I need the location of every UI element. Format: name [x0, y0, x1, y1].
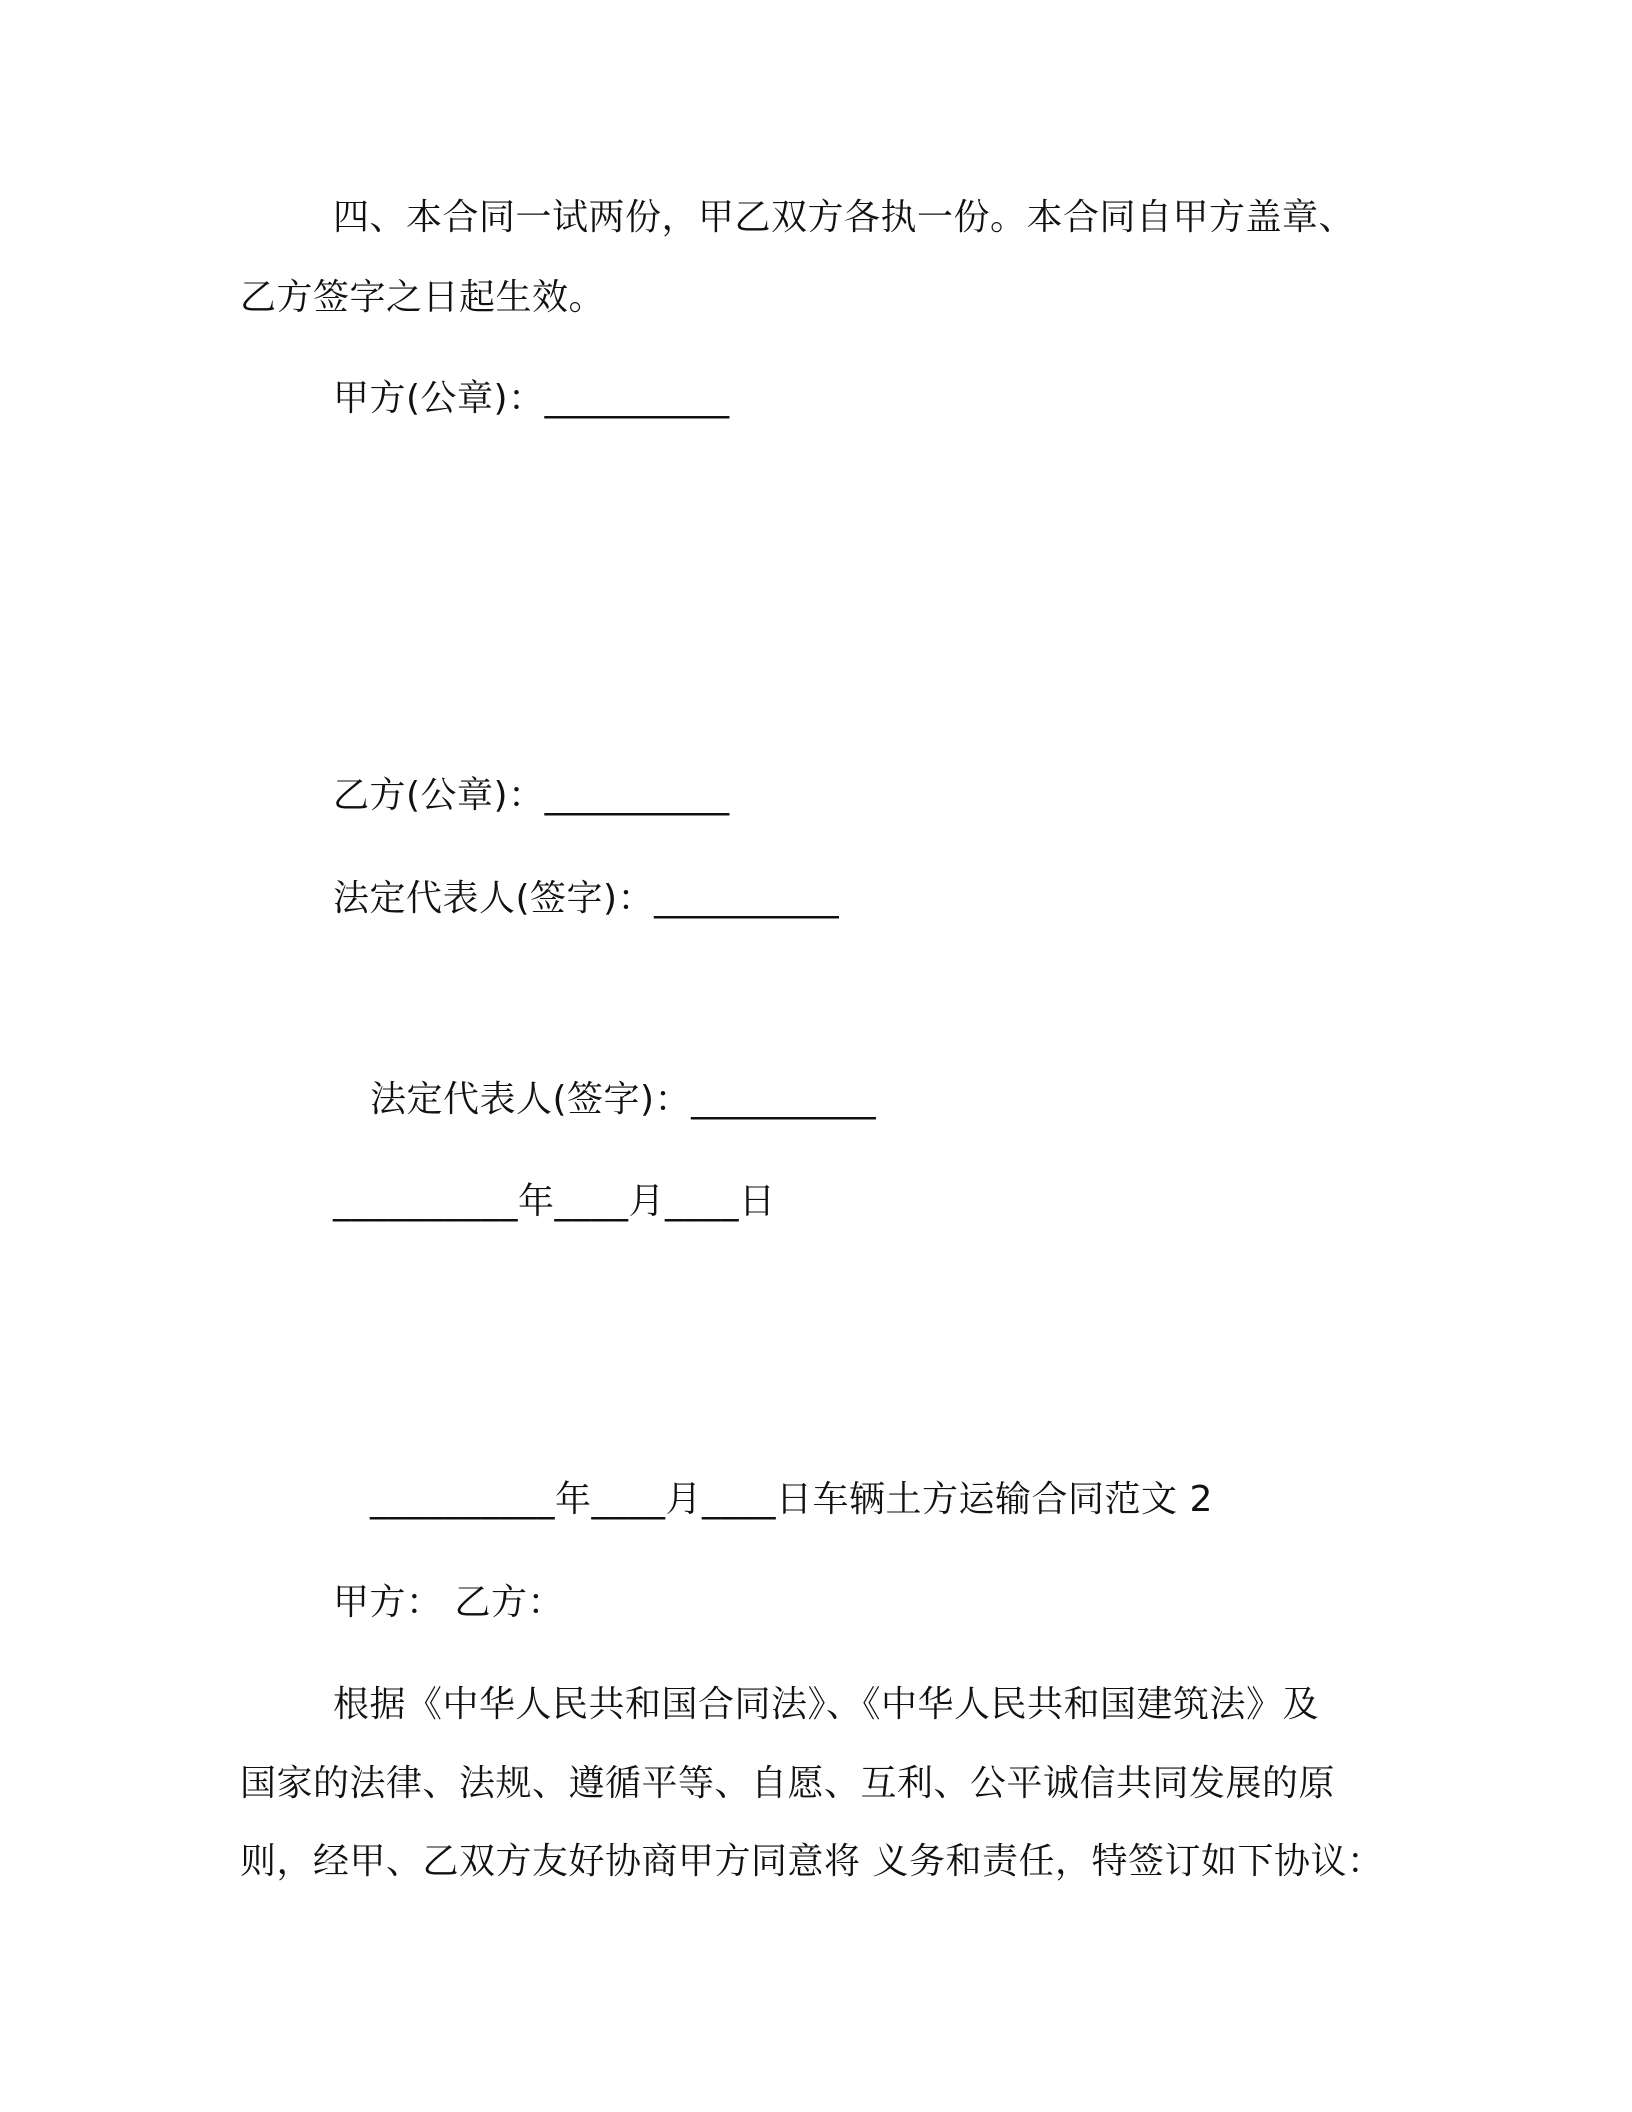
clause4-line2: 乙方签字之日起生效。: [240, 277, 606, 318]
legal-rep-signature-1: 法定代表人(签字)：__________: [333, 878, 840, 919]
clause4-line1: 四、本合同一试两份，甲乙双方各执一份。本合同自甲方盖章、: [333, 197, 1356, 238]
legal-rep-signature-2: 法定代表人(签字)：__________: [370, 1079, 877, 1120]
party-b-seal-field: 乙方(公章)：__________: [333, 775, 730, 816]
preamble-line1: 根据《中华人民共和国合同法》、《中华人民共和国建筑法》及: [333, 1684, 1320, 1725]
contract2-title: __________年____月____日车辆土方运输合同范文 2: [370, 1479, 1213, 1520]
preamble-line3: 则，经甲、乙双方友好协商甲方同意将 义务和责任，特签订如下协议：: [240, 1841, 1384, 1882]
party-a-seal-field: 甲方(公章)：__________: [333, 378, 730, 419]
parties-line: 甲方： 乙方：: [333, 1582, 564, 1623]
preamble-line2: 国家的法律、法规、遵循平等、自愿、互利、公平诚信共同发展的原: [240, 1763, 1336, 1804]
date-line: __________年____月____日: [333, 1181, 776, 1222]
